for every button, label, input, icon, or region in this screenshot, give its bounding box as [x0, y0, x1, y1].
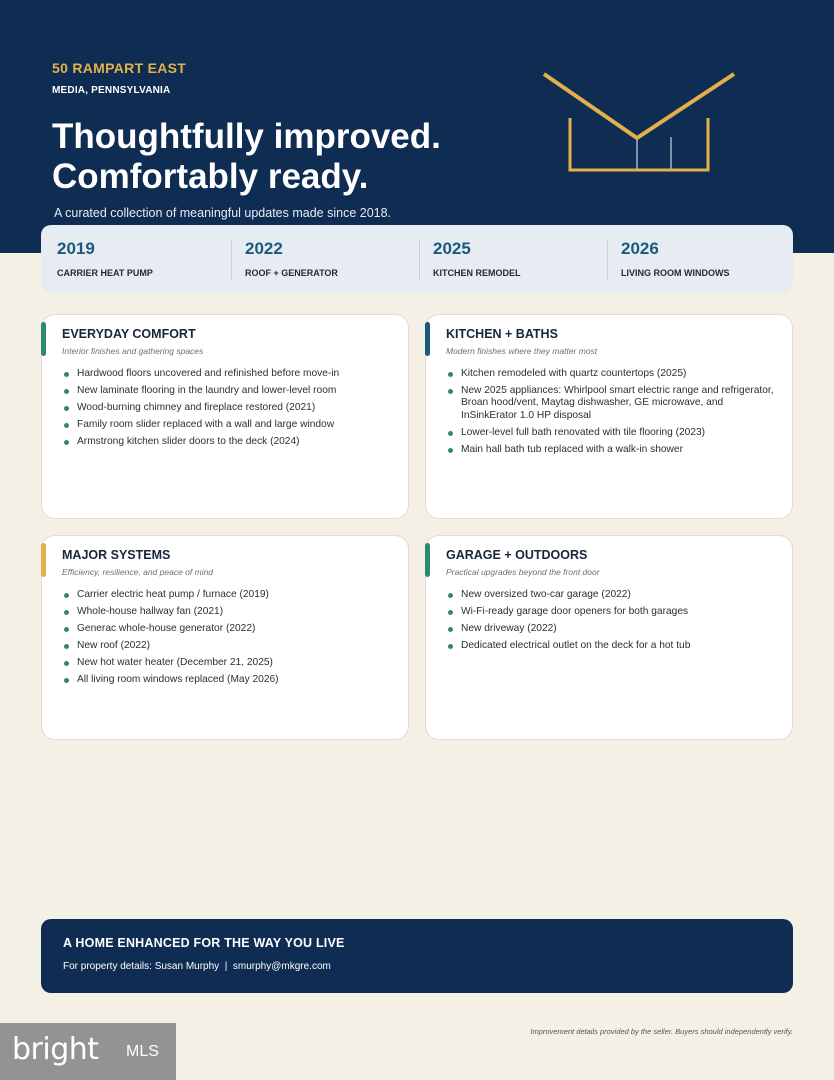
- card-title: KITCHEN + BATHS: [446, 327, 558, 341]
- mls-watermark: [0, 1023, 176, 1080]
- watermark-suffix: MLS: [126, 1043, 159, 1060]
- card-title: GARAGE + OUTDOORS: [446, 548, 588, 562]
- milestone-year: 2022: [245, 239, 283, 258]
- card-everyday-comfort: [41, 314, 409, 519]
- list-item: Lower-level full bath renovated with tile flooring (2023): [446, 427, 781, 439]
- milestone-label: CARRIER HEAT PUMP: [57, 268, 153, 278]
- milestone-year: 2025: [433, 239, 471, 258]
- contact-banner: [41, 919, 793, 993]
- card-accent: [41, 543, 46, 577]
- milestone-label: KITCHEN REMODEL: [433, 268, 521, 278]
- list-item: Generac whole-house generator (2022): [62, 623, 397, 635]
- list-item: All living room windows replaced (May 2026): [62, 674, 397, 686]
- list-item: Wood-burning chimney and fireplace restored (2021): [62, 402, 397, 414]
- list-item: New roof (2022): [62, 640, 397, 652]
- card-list: [62, 368, 397, 453]
- list-item: Family room slider replaced with a wall and large window: [62, 419, 397, 431]
- milestone-2022: [229, 225, 417, 293]
- property-city: MEDIA, PENNSYLVANIA: [52, 85, 171, 96]
- card-title: MAJOR SYSTEMS: [62, 548, 171, 562]
- list-item: New 2025 appliances: Whirlpool smart electric range and refrigerator, Broan hood/vent, Maytag dishwasher, GE microwave, and InSinkErator 1.0 HP disposal: [446, 385, 781, 422]
- contact-details: For property details: Susan Murphy | smurphy@mkgre.com: [63, 961, 331, 972]
- list-item: Whole-house hallway fan (2021): [62, 606, 397, 618]
- list-item: New oversized two-car garage (2022): [446, 589, 781, 601]
- card-kitchen-baths: [425, 314, 793, 519]
- card-subtitle: Modern finishes where they matter most: [446, 346, 598, 356]
- banner-title: A HOME ENHANCED FOR THE WAY YOU LIVE: [63, 936, 345, 950]
- card-garage-outdoors: [425, 535, 793, 740]
- hero-header: [0, 0, 834, 253]
- headline: [52, 117, 441, 197]
- card-title: EVERYDAY COMFORT: [62, 327, 196, 341]
- milestone-year: 2019: [57, 239, 95, 258]
- list-item: Wi-Fi-ready garage door openers for both garages: [446, 606, 781, 618]
- list-item: Carrier electric heat pump / furnace (2019): [62, 589, 397, 601]
- house-roof-icon: [540, 68, 740, 178]
- disclaimer: Improvement details provided by the seller. Buyers should independently verify.: [530, 1027, 793, 1036]
- card-accent: [425, 322, 430, 356]
- headline-line-1: Thoughtfully improved.: [52, 117, 441, 156]
- card-subtitle: Practical upgrades beyond the front door: [446, 567, 600, 577]
- list-item: Kitchen remodeled with quartz countertops (2025): [446, 368, 781, 380]
- list-item: Main hall bath tub replaced with a walk-in shower: [446, 444, 781, 456]
- card-subtitle: Interior finishes and gathering spaces: [62, 346, 204, 356]
- card-subtitle: Efficiency, resilience, and peace of mind: [62, 567, 214, 577]
- watermark-brand: bright: [12, 1032, 99, 1067]
- list-item: New laminate flooring in the laundry and lower-level room: [62, 385, 397, 397]
- subtitle: A curated collection of meaningful updates made since 2018.: [54, 206, 392, 220]
- milestone-2025: [417, 225, 605, 293]
- milestone-label: ROOF + GENERATOR: [245, 268, 338, 278]
- list-item: Armstrong kitchen slider doors to the deck (2024): [62, 436, 397, 448]
- list-item: New hot water heater (December 21, 2025): [62, 657, 397, 669]
- milestones-bar: [41, 225, 793, 293]
- list-item: New driveway (2022): [446, 623, 781, 635]
- card-list: [62, 589, 397, 691]
- headline-line-2: Comfortably ready.: [52, 157, 369, 196]
- milestone-2019: [41, 225, 229, 293]
- card-accent: [425, 543, 430, 577]
- milestone-label: LIVING ROOM WINDOWS: [621, 268, 730, 278]
- card-list: [446, 589, 781, 657]
- list-item: Hardwood floors uncovered and refinished before move-in: [62, 368, 397, 380]
- property-address: 50 RAMPART EAST: [52, 60, 187, 76]
- card-major-systems: [41, 535, 409, 740]
- milestone-year: 2026: [621, 239, 659, 258]
- milestone-2026: [605, 225, 793, 293]
- card-accent: [41, 322, 46, 356]
- card-list: [446, 368, 781, 461]
- list-item: Dedicated electrical outlet on the deck for a hot tub: [446, 640, 781, 652]
